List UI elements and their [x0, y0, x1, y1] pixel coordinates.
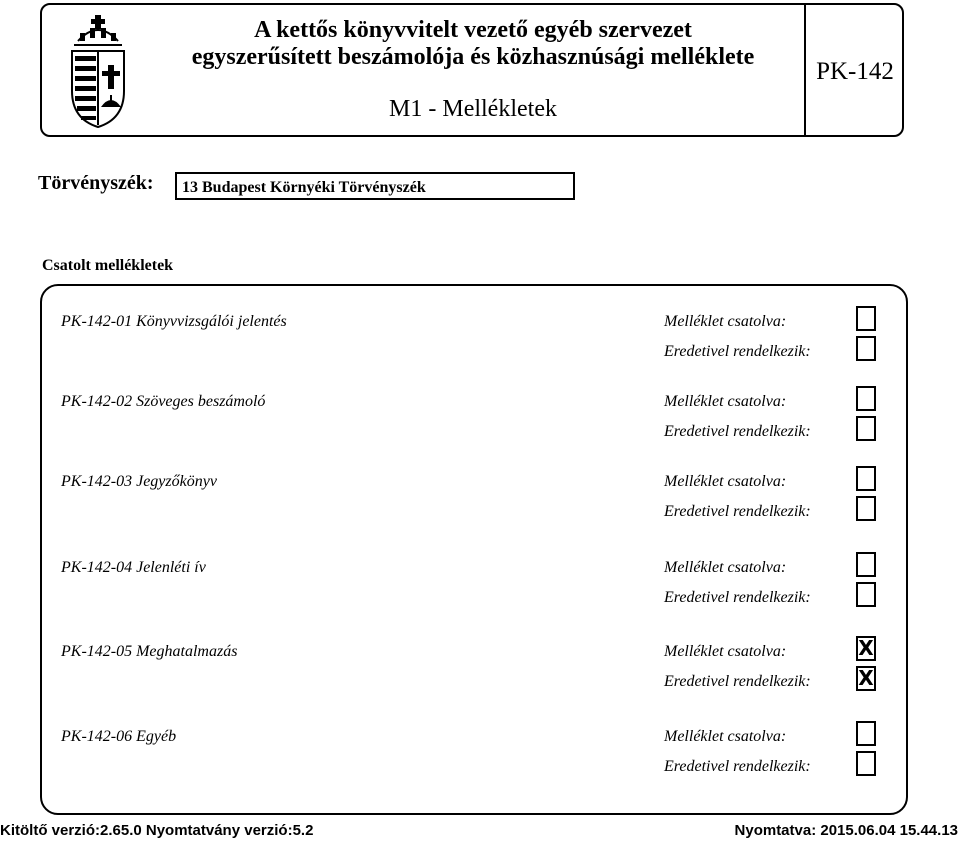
attachment-row-01	[42, 312, 906, 372]
original-checkbox[interactable]	[856, 336, 876, 361]
attached-question: Melléklet csatolva:	[664, 643, 787, 660]
court-field[interactable]	[175, 172, 575, 200]
original-question: Eredetivel rendelkezik:	[664, 503, 811, 520]
section-title: Csatolt mellékletek	[42, 257, 174, 274]
attached-checkbox[interactable]: X	[856, 636, 876, 661]
attachment-label: PK-142-04 Jelenléti ív	[61, 559, 206, 576]
print-timestamp: Nyomtatva: 2015.06.04 15.44.13	[734, 822, 958, 839]
attached-checkbox[interactable]	[856, 306, 876, 331]
form-code: PK-142	[816, 58, 894, 85]
attached-checkbox[interactable]	[856, 386, 876, 411]
attached-question: Melléklet csatolva:	[664, 473, 787, 490]
court-value: 13 Budapest Környéki Törvényszék	[182, 179, 426, 196]
attached-question: Melléklet csatolva:	[664, 313, 787, 330]
attached-checkbox[interactable]	[856, 721, 876, 746]
original-question: Eredetivel rendelkezik:	[664, 589, 811, 606]
attachment-label: PK-142-06 Egyéb	[61, 728, 177, 745]
attachment-row-02	[42, 392, 906, 452]
attachment-row-06	[42, 727, 906, 787]
attachment-row-03	[42, 472, 906, 532]
original-question: Eredetivel rendelkezik:	[664, 673, 811, 690]
attached-question: Melléklet csatolva:	[664, 559, 787, 576]
original-checkbox[interactable]	[856, 496, 876, 521]
original-checkbox[interactable]	[856, 582, 876, 607]
coat-of-arms-icon	[64, 11, 132, 131]
original-question: Eredetivel rendelkezik:	[664, 423, 811, 440]
attachment-label: PK-142-05 Meghatalmazás	[61, 643, 238, 660]
form-header	[40, 3, 904, 137]
original-question: Eredetivel rendelkezik:	[664, 343, 811, 360]
form-title-line-2: egyszerűsített beszámolója és közhasznúsági melléklete	[191, 44, 755, 70]
attachment-label: PK-142-02 Szöveges beszámoló	[61, 393, 266, 410]
attachment-row-04	[42, 558, 906, 618]
attached-checkbox[interactable]	[856, 466, 876, 491]
attachment-label: PK-142-03 Jegyzőkönyv	[61, 473, 217, 490]
form-title-line-1: A kettős könyvvitelt vezető egyéb szervezet	[254, 17, 692, 43]
attached-question: Melléklet csatolva:	[664, 728, 787, 745]
attachment-label: PK-142-01 Könyvvizsgálói jelentés	[61, 313, 287, 330]
original-checkbox[interactable]	[856, 416, 876, 441]
original-checkbox[interactable]: X	[856, 666, 876, 691]
attached-question: Melléklet csatolva:	[664, 393, 787, 410]
original-checkbox[interactable]	[856, 751, 876, 776]
original-question: Eredetivel rendelkezik:	[664, 758, 811, 775]
court-label: Törvényszék:	[38, 172, 154, 194]
filler-version: Kitöltő verzió:2.65.0 Nyomtatvány verzió:5.2	[0, 822, 314, 839]
attachment-row-05	[42, 636, 906, 702]
form-subtitle: M1 - Mellékletek	[389, 96, 557, 122]
attached-checkbox[interactable]	[856, 552, 876, 577]
title-area	[142, 5, 806, 135]
attachments-panel	[40, 284, 908, 815]
